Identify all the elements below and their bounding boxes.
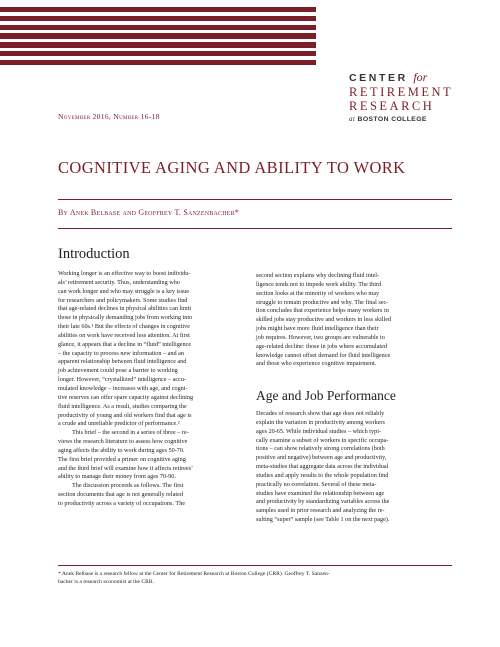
text-line: sulting “super” sample (see Table 1 on the next page).	[256, 516, 390, 524]
text-line: aging affects the ability to work during ages 50-70.	[58, 446, 185, 454]
text-line: studies and apply results to the whole population find	[256, 471, 389, 479]
text-line: section looks at the minority of workers who may	[256, 289, 380, 297]
text-line: abilities on work have received less attention. At first	[58, 331, 190, 339]
logo-boston-college: BOSTON COLLEGE	[357, 116, 427, 123]
age-job-performance-heading: Age and Job Performance	[256, 388, 396, 403]
text-line: glance, it appears that a decline in “fluid” intelligence	[58, 340, 192, 348]
column-left	[58, 270, 248, 509]
text-line: The discussion proceeds as follows. The first	[72, 482, 184, 490]
text-line: and the third brief will examine how it affects retirees’	[58, 464, 194, 472]
text-line: knowledge cannot offset demand for fluid intelligence	[256, 351, 391, 359]
intro-paragraph-1	[58, 270, 248, 429]
text-line: longer. However, “crystallized” intelligence – accu-	[58, 376, 187, 384]
text-line: and productivity by standardizing variables across the	[256, 498, 390, 506]
authors-line: By Anek Belbase and Geoffrey T. Sanzenbacher*	[58, 208, 240, 217]
text-line: job requires. However, two groups are vulnerable to	[256, 333, 385, 341]
logo-at: at	[349, 115, 356, 123]
authors-rule	[58, 228, 452, 229]
text-line: for researchers and policymakers. Some studies find	[58, 296, 188, 304]
text-line: fluid intelligence. As a result, studies comparing the	[58, 402, 187, 410]
stripe	[0, 51, 316, 56]
text-line: struggle to remain productive and why. The final sec-	[256, 298, 389, 306]
text-line: als’ retirement security. Thus, understanding who	[58, 278, 180, 286]
logo-line-2: RETIREMENT	[349, 85, 454, 99]
stripe	[0, 42, 316, 47]
text-line: cally examine a subset of workers in specific occupa-	[256, 436, 389, 444]
crr-logo	[349, 70, 479, 123]
logo-line-4	[349, 115, 479, 123]
stripe	[0, 25, 316, 30]
text-line: that age-related declines in physical abilities can limit	[58, 305, 192, 313]
text-line: meta-studies that aggregate data across the individual	[256, 463, 389, 471]
title-rule	[58, 199, 452, 200]
stripe	[0, 60, 316, 65]
stripe	[0, 16, 316, 21]
text-line: a crude and unreliable predictor of performance.²	[58, 420, 180, 428]
text-line: The first brief provided a primer on cognitive aging	[58, 455, 186, 463]
stripe	[0, 33, 316, 38]
text-line: * Anek Belbase is a research fellow at the Center for Retirement Research at Boston College (CRR). Geoffrey T. Sanzen-	[58, 571, 330, 577]
text-line: their late 60s.¹ But the effects of changes in cognitive	[58, 323, 190, 331]
page-title: COGNITIVE AGING AND ABILITY TO WORK	[58, 158, 406, 177]
text-line: tion concludes that experience helps many workers in	[256, 307, 389, 315]
text-line: bacher is a research economist at the CRR.	[58, 579, 154, 585]
intro-paragraph-2	[58, 429, 248, 482]
age-paragraph-1	[256, 410, 446, 525]
logo-center: CENTER	[349, 72, 408, 84]
text-line: tive reserves can offer spare capacity against declining	[58, 393, 194, 401]
text-line: job achievement could pose a barrier to working	[58, 367, 178, 375]
text-line: practically no correlation. Several of these meta-	[256, 480, 377, 488]
text-line: and those who experience cognitive impairment.	[256, 360, 377, 368]
text-line: age-related decline: those in jobs where accumulated	[256, 342, 387, 350]
text-line: ages 20-65. While individual studies – which typi-	[256, 427, 381, 435]
text-line: explain the variation in productivity among workers	[256, 418, 385, 426]
text-line: productivity of young and old workers find that age is	[58, 411, 192, 419]
text-line: ligence tends not to impede work ability. The third	[256, 280, 382, 288]
text-line: those in physically demanding jobs from working into	[58, 314, 193, 322]
text-line: tions – can show relatively strong correlations (both	[256, 445, 385, 453]
issue-line: November 2016, Number 16-18	[58, 112, 160, 121]
text-line: Working longer is an effective way to boost individu-	[58, 270, 191, 277]
text-line: This brief – the second in a series of three – re-	[72, 429, 189, 437]
text-line: second section explains why declining fluid intel-	[256, 272, 380, 279]
text-line: positive and negative) between age and productivity,	[256, 454, 387, 462]
text-line: apparent relationship between fluid intelligence and	[58, 358, 187, 366]
logo-for: for	[413, 70, 428, 84]
intro-paragraph-3	[58, 482, 248, 509]
header-stripes	[0, 7, 316, 68]
column-right-top	[256, 272, 446, 369]
column-right-bottom	[256, 410, 446, 525]
text-line: samples used in prior research and analyzing the re-	[256, 507, 385, 515]
text-line: skilled jobs stay productive and workers in less skilled	[256, 316, 392, 324]
footnote	[58, 570, 452, 586]
footnote-rule	[58, 565, 452, 566]
logo-line-1	[349, 70, 479, 85]
text-line: views the research literature to assess how cognitive	[58, 438, 188, 446]
text-line: studies have examined the relationship between age	[256, 489, 385, 497]
stripe	[0, 7, 316, 12]
text-line: Decades of research show that age does not reliably	[256, 410, 385, 417]
text-line: mulated knowledge – increases with age, and cogni-	[58, 384, 188, 392]
text-line: jobs might have more fluid intelligence than their	[256, 325, 379, 333]
introduction-heading: Introduction	[58, 246, 130, 262]
text-line: can work longer and who may struggle is a key issue	[58, 287, 189, 295]
text-line: – the capacity to process new information – and an	[58, 349, 184, 357]
text-line: ability to manage their money from ages 70-90.	[58, 473, 176, 481]
text-line: to productivity across a variety of occupations. The	[58, 499, 186, 507]
logo-line-3: RESEARCH	[349, 99, 435, 113]
intro-paragraph-3-continued	[256, 272, 446, 369]
text-line: section documents that age is not generally related	[58, 491, 183, 499]
